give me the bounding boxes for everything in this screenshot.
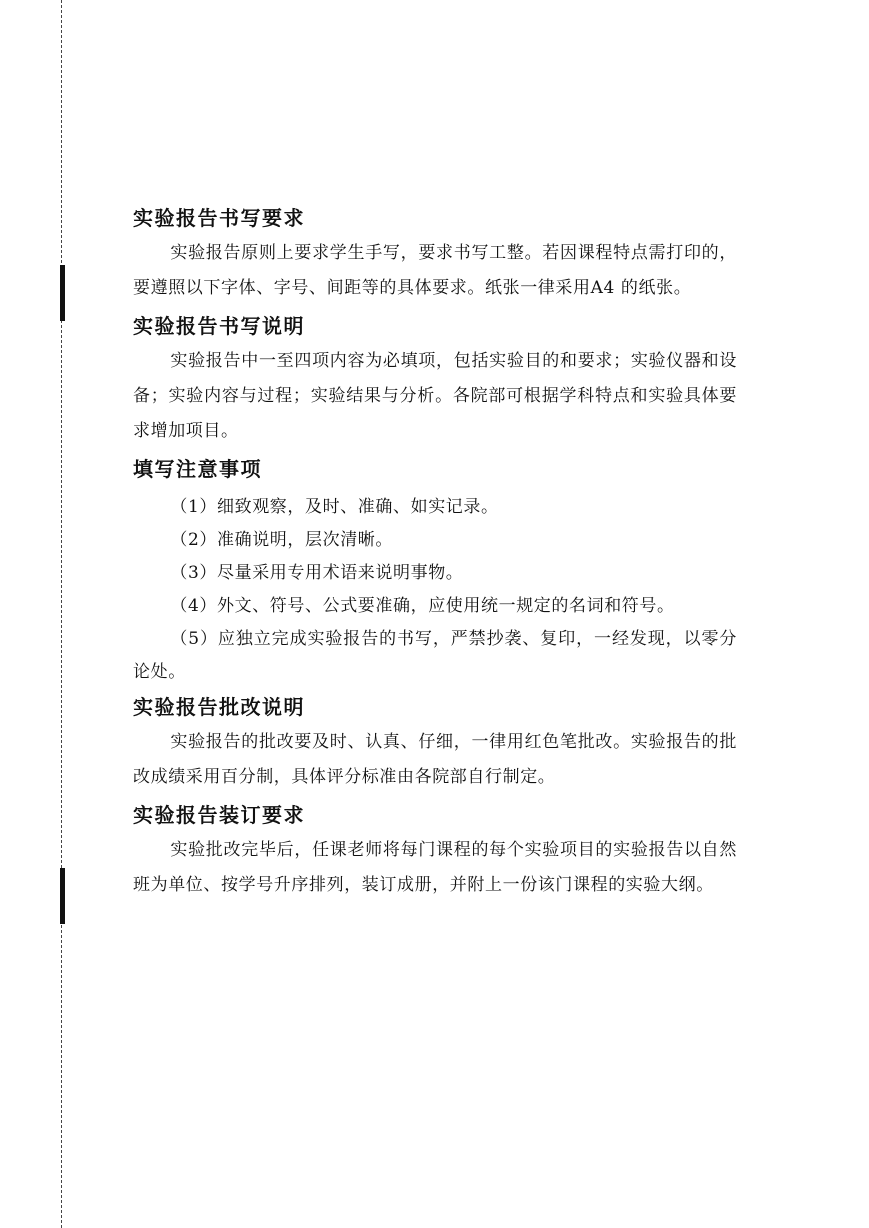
- section-heading: 实验报告装订要求: [133, 803, 305, 827]
- list-item: （4）外文、符号、公式要准确，应使用统一规定的名词和符号。: [170, 596, 675, 616]
- section-grading-instructions: [133, 689, 737, 795]
- section-paragraph: 实验报告中一至四项内容为必填项，包括实验目的和要求；实验仪器和设备；实验内容与过程；实验结果与分析。各院部可根据学科特点和实验具体要求增加项目。: [133, 351, 737, 441]
- section-paragraph: 实验批改完毕后，任课老师将每门课程的每个实验项目的实验报告以自然班为单位、按学号升序排列，装订成册，并附上一份该门课程的实验大纲。: [133, 840, 737, 895]
- binding-mark-bottom: [60, 868, 65, 924]
- binding-mark-top: [60, 265, 65, 321]
- list-item: （5）应独立完成实验报告的书写，严禁抄袭、复印，一经发现，以零分论处。: [133, 629, 737, 682]
- section-heading: 实验报告批改说明: [133, 695, 305, 719]
- section-paragraph: 实验报告的批改要及时、认真、仔细，一律用红色笔批改。实验报告的批改成绩采用百分制，具体评分标准由各院部自行制定。: [133, 732, 737, 787]
- section-binding-requirements: [133, 797, 737, 903]
- list-item: （2）准确说明，层次清晰。: [170, 530, 394, 550]
- section-writing-instructions: [133, 308, 737, 449]
- section-heading: 填写注意事项: [133, 457, 262, 481]
- binding-dashed-line: [61, 0, 62, 1228]
- section-notes: [133, 451, 737, 689]
- list-item: （3）尽量采用专用术语来说明事物。: [170, 563, 464, 583]
- section-heading: 实验报告书写要求: [133, 206, 305, 230]
- list-item: （1）细致观察，及时、准确、如实记录。: [170, 497, 499, 517]
- document-body: [133, 200, 737, 905]
- section-heading: 实验报告书写说明: [133, 314, 305, 338]
- section-writing-requirements: [133, 200, 737, 306]
- section-paragraph: 实验报告原则上要求学生手写，要求书写工整。若因课程特点需打印的，要遵照以下字体、字号、间距等的具体要求。纸张一律采用A4 的纸张。: [133, 243, 737, 298]
